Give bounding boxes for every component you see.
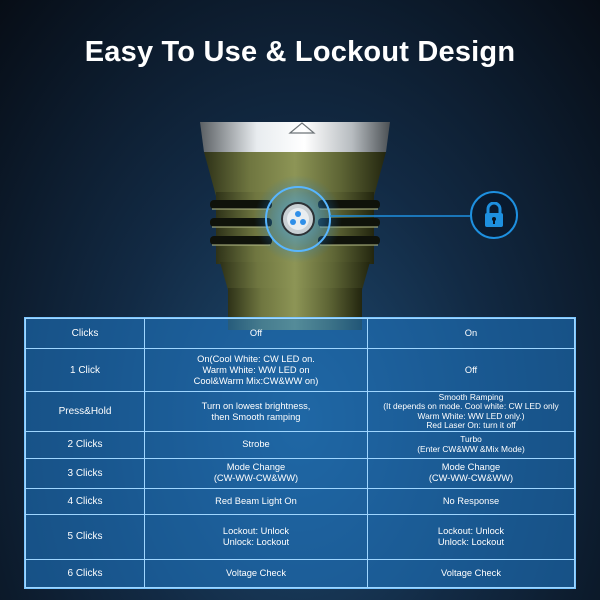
lock-icon	[482, 202, 506, 228]
row-off-cell: On(Cool White: CW LED on. Warm White: WW LED on Cool&Warm Mix:CW&WW on)	[145, 349, 368, 392]
row-on-cell: Off	[368, 349, 575, 392]
row-on-cell: Mode Change (CW-WW-CW&WW)	[368, 458, 575, 488]
row-click-label: 3 Clicks	[26, 458, 145, 488]
row-click-label: 2 Clicks	[26, 432, 145, 458]
row-off-cell: Voltage Check	[145, 559, 368, 587]
row-click-label: 6 Clicks	[26, 559, 145, 587]
bezel-ring	[200, 122, 390, 152]
table-row	[26, 488, 575, 514]
row-click-label: Press&Hold	[26, 392, 145, 432]
table-row	[26, 392, 575, 432]
table-row	[26, 349, 575, 392]
row-on-cell: Smooth Ramping (It depends on mode. Cool white: CW LED only Warm White: WW LED only.) Red Laser On: turn it off	[368, 392, 575, 432]
page-title: Easy To Use & Lockout Design	[84, 36, 516, 68]
row-on-cell: Turbo (Enter CW&WW &Mix Mode)	[368, 432, 575, 458]
row-off-cell: Red Beam Light On	[145, 488, 368, 514]
row-click-label: 4 Clicks	[26, 488, 145, 514]
lockout-badge	[470, 191, 518, 239]
row-on-cell: No Response	[368, 488, 575, 514]
row-off-cell: Turn on lowest brightness, then Smooth ramping	[145, 392, 368, 432]
row-on-cell: Voltage Check	[368, 559, 575, 587]
table-row	[26, 514, 575, 559]
row-off-cell: Mode Change (CW-WW-CW&WW)	[145, 458, 368, 488]
click-function-table	[24, 317, 576, 589]
row-click-label: 1 Click	[26, 349, 145, 392]
row-off-cell: Lockout: Unlock Unlock: Lockout	[145, 514, 368, 559]
row-click-label: 5 Clicks	[26, 514, 145, 559]
table-header-row	[26, 319, 575, 349]
header-off: Off	[145, 319, 368, 349]
table-row	[26, 432, 575, 458]
row-on-cell: Lockout: Unlock Unlock: Lockout	[368, 514, 575, 559]
table-row	[26, 458, 575, 488]
row-off-cell: Strobe	[145, 432, 368, 458]
header-clicks: Clicks	[26, 319, 145, 349]
table-row	[26, 559, 575, 587]
header-on: On	[368, 319, 575, 349]
